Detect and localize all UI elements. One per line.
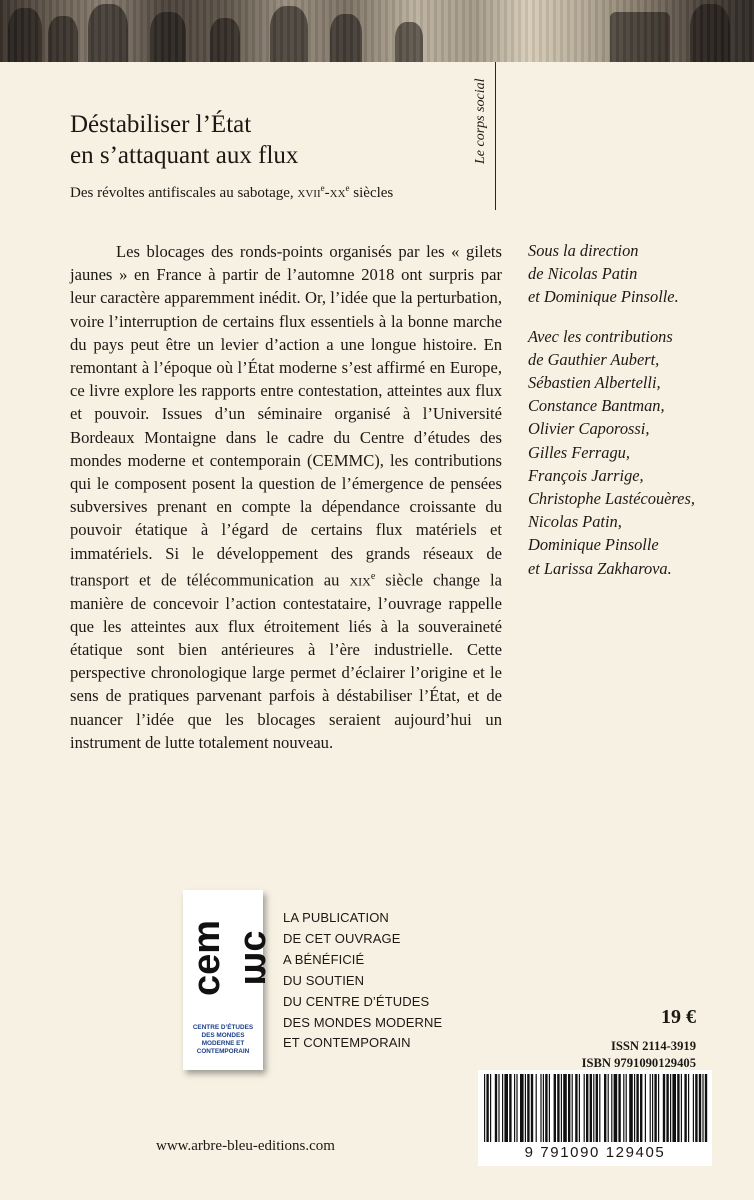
barcode-bar (495, 1074, 497, 1142)
barcode-bars-icon (478, 1070, 712, 1146)
barcode-bar (549, 1074, 550, 1142)
barcode-bar (516, 1074, 517, 1142)
barcode-bar (554, 1074, 556, 1142)
barcode-bar (654, 1074, 656, 1142)
barcode (478, 1070, 712, 1166)
cover-photo-strip (0, 0, 754, 62)
barcode-bar (545, 1074, 547, 1142)
barcode-bar (557, 1074, 559, 1142)
subtitle-text: Des révoltes antifiscales au sabotage, (70, 185, 298, 201)
barcode-bar (590, 1074, 592, 1142)
logo-caption (186, 1024, 260, 1056)
contributor-line: Dominique Pinsolle (528, 535, 659, 555)
subtitle-sup-start: e (320, 183, 325, 193)
blurb-part-2: siècle change la manière de concevoir l’action contestataire, l’ouvrage rappelle que les atteintes aux flux étroitement liés à la souveraineté étatique sont bien antérieures à l’ère industrielle. Cette perspective chronologique large permet d’éclairer l’origine et le sens de pratiques parvenant parfois à déstabiliser l’État, et de nuancer l’idée que les blocages seraient aujourd’hui un instrument de lutte totalement nouveau. (70, 570, 503, 752)
barcode-bar (514, 1074, 515, 1142)
book-subtitle (70, 179, 393, 202)
contributor-line: Olivier Caporossi, (528, 419, 650, 439)
barcode-bar (693, 1074, 694, 1142)
barcode-bar (502, 1074, 503, 1142)
barcode-bar (670, 1074, 671, 1142)
barcode-bar (536, 1074, 537, 1142)
barcode-bar (699, 1074, 701, 1142)
price: 19 € (661, 1006, 696, 1028)
contributor-line: Avec les contributions (528, 326, 673, 346)
support-line: DES MONDES MODERNE (283, 1014, 443, 1030)
svg-text:mc: mc (236, 930, 278, 986)
barcode-bar (658, 1074, 659, 1142)
barcode-bar (490, 1074, 491, 1142)
editors-line: de Nicolas Patin (528, 264, 638, 284)
barcode-bar (652, 1074, 653, 1142)
barcode-bar (531, 1074, 533, 1142)
barcode-bar (663, 1074, 665, 1142)
barcode-bar (596, 1074, 598, 1142)
barcode-bar (614, 1074, 618, 1142)
editors-line: Sous la direction (528, 241, 639, 260)
support-line: DU SOUTIEN (283, 972, 365, 988)
barcode-bar (626, 1074, 627, 1142)
barcode-bar (527, 1074, 529, 1142)
barcode-bar (543, 1074, 544, 1142)
barcode-bar (604, 1074, 606, 1142)
support-line: ET CONTEMPORAIN (283, 1035, 411, 1051)
blurb-part-1: Les blocages des ronds-points organisés par les « gilets jaunes » en France à partir de l’automne 2018 ont surpris par leur caractère apparemment inédit. Or, l’idée que la perturbation, voire l’interruption de certains flux essentiels à la bonne marche du pays peut être un levier d’action a une longue histoire. En remontant à l’époque où l’État moderne s’est affirmé en Europe, ce livre explore les rapports entre contestation, atteintes aux flux et pouvoir. Issues d’un séminaire organisé à l’Université Bordeaux Montaigne dans le cadre du Centre d’études des mondes moderne et contemporain (CEMMC), les contributions qui le composent posent la question de l’émergence de pensées subversives prenant en compte la dépendance croissante du pouvoir étatique à l’égard de certains flux matériels et immatériels. Si le développement des grands réseaux de transport et de télécommunication au (70, 242, 502, 590)
blurb-century: xix (349, 570, 371, 590)
contributor-line: et Larissa Zakharova. (528, 558, 672, 578)
identifiers (540, 1038, 696, 1072)
title-line-1: Déstabiliser l’État (70, 111, 252, 138)
barcode-bar (677, 1074, 679, 1142)
contributor-line: Nicolas Patin, (528, 512, 622, 532)
barcode-bar (498, 1074, 499, 1142)
barcode-bar (645, 1074, 646, 1142)
barcode-bar (705, 1074, 707, 1142)
barcode-bar (599, 1074, 600, 1142)
subtitle-sup-end: e (345, 183, 350, 193)
barcode-bar (634, 1074, 635, 1142)
logo-caption-line: DES MONDES (201, 1032, 245, 1039)
barcode-bar (520, 1074, 524, 1142)
barcode-bar (579, 1074, 580, 1142)
barcode-bar (572, 1074, 573, 1142)
barcode-bar (525, 1074, 526, 1142)
blurb (70, 240, 502, 754)
editors (528, 239, 748, 309)
barcode-bar (504, 1074, 508, 1142)
barcode-bar (688, 1074, 689, 1142)
barcode-bar (568, 1074, 570, 1142)
logo-caption-line: MODERNE ET (201, 1040, 245, 1047)
svg-text:cem: cem (186, 919, 228, 997)
barcode-bar (629, 1074, 633, 1142)
barcode-bar (509, 1074, 511, 1142)
subtitle-suffix: siècles (349, 185, 394, 201)
barcode-bar (695, 1074, 697, 1142)
barcode-bar (618, 1074, 620, 1142)
barcode-bar (584, 1074, 585, 1142)
barcode-bar (640, 1074, 642, 1142)
support-line: LA PUBLICATION (283, 910, 389, 925)
barcode-bar (684, 1074, 686, 1142)
contributor-line: Sébastien Albertelli, (528, 373, 661, 393)
barcode-bar (540, 1074, 541, 1142)
barcode-bar (575, 1074, 577, 1142)
barcode-bar (666, 1074, 668, 1142)
editors-contributors (528, 239, 748, 596)
contributors (528, 325, 748, 580)
barcode-bar (561, 1074, 562, 1142)
barcode-bar (681, 1074, 682, 1142)
cemmc-logo (183, 890, 278, 1070)
issn: ISSN 2114-3919 (610, 1039, 696, 1053)
subtitle-century-start: xvii (297, 185, 321, 201)
publisher-website[interactable]: www.arbre-bleu-editions.com (156, 1138, 335, 1154)
cemmc-logo-icon (183, 890, 278, 1024)
isbn: ISBN 9791090129405 (581, 1056, 696, 1070)
book-title (70, 109, 298, 171)
barcode-bar (623, 1074, 624, 1142)
subtitle-dash: - (324, 185, 330, 201)
barcode-bar (586, 1074, 588, 1142)
barcode-digits: 9 791090 129405 (524, 1144, 666, 1161)
barcode-bar (650, 1074, 651, 1142)
subtitle-century-end: xx (329, 185, 346, 201)
barcode-bar (563, 1074, 567, 1142)
support-notice (283, 908, 483, 1054)
logo-caption-line: CONTEMPORAIN (196, 1048, 250, 1055)
support-line: A BÉNÉFICIÉ (283, 951, 365, 967)
contributor-line: Gilles Ferragu, (528, 442, 630, 462)
blurb-century-sup: e (370, 570, 376, 582)
support-line: DE CET OUVRAGE (283, 930, 401, 946)
contributor-line: de Gauthier Aubert, (528, 349, 660, 369)
barcode-bar (486, 1074, 488, 1142)
contributor-line: Christophe Lastécouères, (528, 489, 695, 509)
barcode-bar (593, 1074, 594, 1142)
editors-line: et Dominique Pinsolle. (528, 287, 679, 307)
title-line-2: en s’attaquant aux flux (70, 142, 299, 169)
barcode-bar (484, 1074, 485, 1142)
contributor-line: François Jarrige, (528, 465, 644, 485)
barcode-bar (702, 1074, 703, 1142)
barcode-bar (608, 1074, 609, 1142)
barcode-bar (672, 1074, 676, 1142)
barcode-bar (611, 1074, 612, 1142)
series-divider (495, 62, 496, 210)
contributor-line: Constance Bantman, (528, 396, 665, 416)
support-line: DU CENTRE D’ÉTUDES (283, 993, 430, 1009)
barcode-bar (636, 1074, 638, 1142)
logo-caption-line: CENTRE D’ÉTUDES (192, 1024, 254, 1031)
series-name: Le corps social (473, 78, 488, 164)
